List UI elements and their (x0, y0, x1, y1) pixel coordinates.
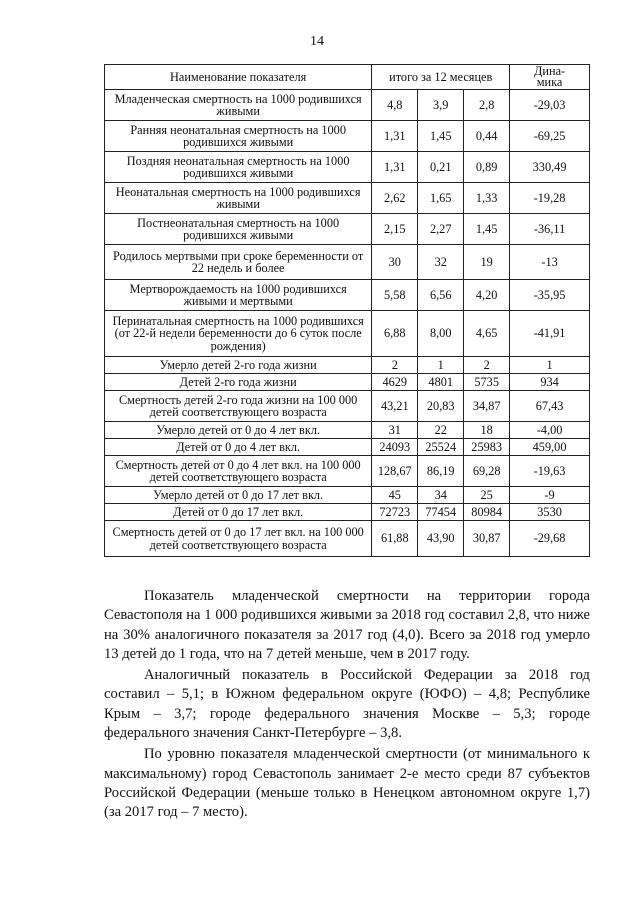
row-value-3: 30,87 (464, 521, 510, 557)
row-value-3: 19 (464, 245, 510, 280)
row-value-2: 32 (418, 245, 464, 280)
row-value-3: 4,20 (464, 280, 510, 311)
row-value-2: 4801 (418, 374, 464, 391)
body-text (104, 587, 590, 825)
row-value-1: 2,62 (372, 183, 418, 214)
row-indicator-name: Смертность детей от 0 до 4 лет вкл. на 100 000 детей соответствующего возраста (105, 456, 372, 487)
row-value-2: 86,19 (418, 456, 464, 487)
table-row (105, 487, 590, 504)
row-indicator-name: Смертность детей 2-го года жизни на 100 000 детей соответствующего возраста (105, 391, 372, 422)
table-row (105, 245, 590, 280)
row-value-2: 25524 (418, 439, 464, 456)
row-value-1: 24093 (372, 439, 418, 456)
table-row (105, 357, 590, 374)
row-value-2: 1 (418, 357, 464, 374)
row-dynamics: -4,00 (510, 422, 590, 439)
row-dynamics: -69,25 (510, 121, 590, 152)
row-value-2: 43,90 (418, 521, 464, 557)
row-value-1: 1,31 (372, 121, 418, 152)
row-indicator-name: Умерло детей 2-го года жизни (105, 357, 372, 374)
header-indicator-name: Наименование показателя (105, 65, 372, 90)
row-value-1: 30 (372, 245, 418, 280)
row-indicator-name: Родилось мертвыми при сроке беременности от 22 недель и более (105, 245, 372, 280)
paragraph-infant-mortality: Показатель младенческой смертности на территории города Севастополя на 1 000 родившихся живыми за 2018 год составил 2,8, что ниже на 30% аналогичного показателя за 2017 год (4,0). Всего за 2018 год умерло 13 детей до 1 года, что на 7 детей меньше, чем в 2017 году. (104, 588, 590, 662)
row-indicator-name: Умерло детей от 0 до 4 лет вкл. (105, 422, 372, 439)
row-value-3: 5735 (464, 374, 510, 391)
row-value-3: 1,33 (464, 183, 510, 214)
table-header-row (105, 65, 590, 90)
row-value-1: 6,88 (372, 311, 418, 357)
table-row (105, 391, 590, 422)
row-value-1: 5,58 (372, 280, 418, 311)
page-number: 14 (310, 34, 324, 49)
row-value-2: 8,00 (418, 311, 464, 357)
statistics-table (104, 64, 590, 557)
row-dynamics: 1 (510, 357, 590, 374)
table-row (105, 439, 590, 456)
row-indicator-name: Поздняя неонатальная смертность на 1000 родившихся живыми (105, 152, 372, 183)
row-dynamics: 3530 (510, 504, 590, 521)
row-value-1: 31 (372, 422, 418, 439)
row-value-2: 22 (418, 422, 464, 439)
row-dynamics: -35,95 (510, 280, 590, 311)
row-indicator-name: Умерло детей от 0 до 17 лет вкл. (105, 487, 372, 504)
row-value-3: 80984 (464, 504, 510, 521)
row-value-1: 1,31 (372, 152, 418, 183)
row-value-2: 1,65 (418, 183, 464, 214)
row-indicator-name: Ранняя неонатальная смертность на 1000 родившихся живыми (105, 121, 372, 152)
row-indicator-name: Перинатальная смертность на 1000 родившихся (от 22-й недели беременности до 6 суток после рождения) (105, 311, 372, 357)
row-value-3: 0,44 (464, 121, 510, 152)
row-value-1: 61,88 (372, 521, 418, 557)
row-dynamics: -19,28 (510, 183, 590, 214)
row-value-1: 43,21 (372, 391, 418, 422)
row-dynamics: -19,63 (510, 456, 590, 487)
table-row (105, 183, 590, 214)
row-dynamics: 67,43 (510, 391, 590, 422)
row-dynamics: 330,49 (510, 152, 590, 183)
header-dynamics-text: Дина- мика (534, 64, 566, 89)
row-dynamics: -9 (510, 487, 590, 504)
row-dynamics: -41,91 (510, 311, 590, 357)
paragraph-comparison: Аналогичный показатель в Российской Федерации за 2018 год составил – 5,1; в Южном федеральном округе (ЮФО) – 4,8; Республике Крым – 3,7; городе федерального значения Москве – 5,3; городе федерального значения Санкт-Петербурге – 3,8. (104, 667, 590, 742)
row-dynamics: -13 (510, 245, 590, 280)
table-body (105, 90, 590, 557)
row-value-3: 4,65 (464, 311, 510, 357)
row-value-2: 6,56 (418, 280, 464, 311)
header-period: итого за 12 месяцев (372, 65, 510, 90)
row-indicator-name: Младенческая смертность на 1000 родившихся живыми (105, 90, 372, 121)
table-row (105, 521, 590, 557)
table-row (105, 121, 590, 152)
row-value-3: 69,28 (464, 456, 510, 487)
row-value-1: 128,67 (372, 456, 418, 487)
table-row (105, 422, 590, 439)
header-dynamics (510, 65, 590, 90)
row-value-2: 34 (418, 487, 464, 504)
row-value-3: 2 (464, 357, 510, 374)
table-row (105, 280, 590, 311)
row-dynamics: -29,03 (510, 90, 590, 121)
row-value-1: 4,8 (372, 90, 418, 121)
row-value-2: 1,45 (418, 121, 464, 152)
table-row (105, 311, 590, 357)
row-value-3: 25983 (464, 439, 510, 456)
row-indicator-name: Детей от 0 до 17 лет вкл. (105, 504, 372, 521)
row-indicator-name: Детей 2-го года жизни (105, 374, 372, 391)
row-value-2: 0,21 (418, 152, 464, 183)
row-value-3: 25 (464, 487, 510, 504)
row-dynamics: -29,68 (510, 521, 590, 557)
row-indicator-name: Смертность детей от 0 до 17 лет вкл. на 100 000 детей соответствующего возраста (105, 521, 372, 557)
row-value-1: 4629 (372, 374, 418, 391)
row-dynamics: 934 (510, 374, 590, 391)
row-value-1: 45 (372, 487, 418, 504)
row-indicator-name: Неонатальная смертность на 1000 родившихся живыми (105, 183, 372, 214)
row-value-2: 77454 (418, 504, 464, 521)
row-value-1: 2 (372, 357, 418, 374)
row-value-3: 18 (464, 422, 510, 439)
row-value-3: 1,45 (464, 214, 510, 245)
table-row (105, 374, 590, 391)
table-row (105, 90, 590, 121)
row-dynamics: 459,00 (510, 439, 590, 456)
table-row (105, 504, 590, 521)
row-value-2: 3,9 (418, 90, 464, 121)
row-value-2: 2,27 (418, 214, 464, 245)
row-indicator-name: Мертворождаемость на 1000 родившихся живыми и мертвыми (105, 280, 372, 311)
row-value-3: 34,87 (464, 391, 510, 422)
row-value-3: 2,8 (464, 90, 510, 121)
row-indicator-name: Постнеонатальная смертность на 1000 родившихся живыми (105, 214, 372, 245)
row-value-1: 2,15 (372, 214, 418, 245)
table-row (105, 456, 590, 487)
paragraph-ranking: По уровню показателя младенческой смертности (от минимального к максимальному) город Севастополь занимает 2-е место среди 87 субъектов Российской Федерации (меньше только в Ненецком автономном округе 1,7) (за 2017 год – 7 место). (104, 746, 590, 821)
row-indicator-name: Детей от 0 до 4 лет вкл. (105, 439, 372, 456)
table-row (105, 152, 590, 183)
row-value-1: 72723 (372, 504, 418, 521)
row-dynamics: -36,11 (510, 214, 590, 245)
table-row (105, 214, 590, 245)
row-value-3: 0,89 (464, 152, 510, 183)
row-value-2: 20,83 (418, 391, 464, 422)
